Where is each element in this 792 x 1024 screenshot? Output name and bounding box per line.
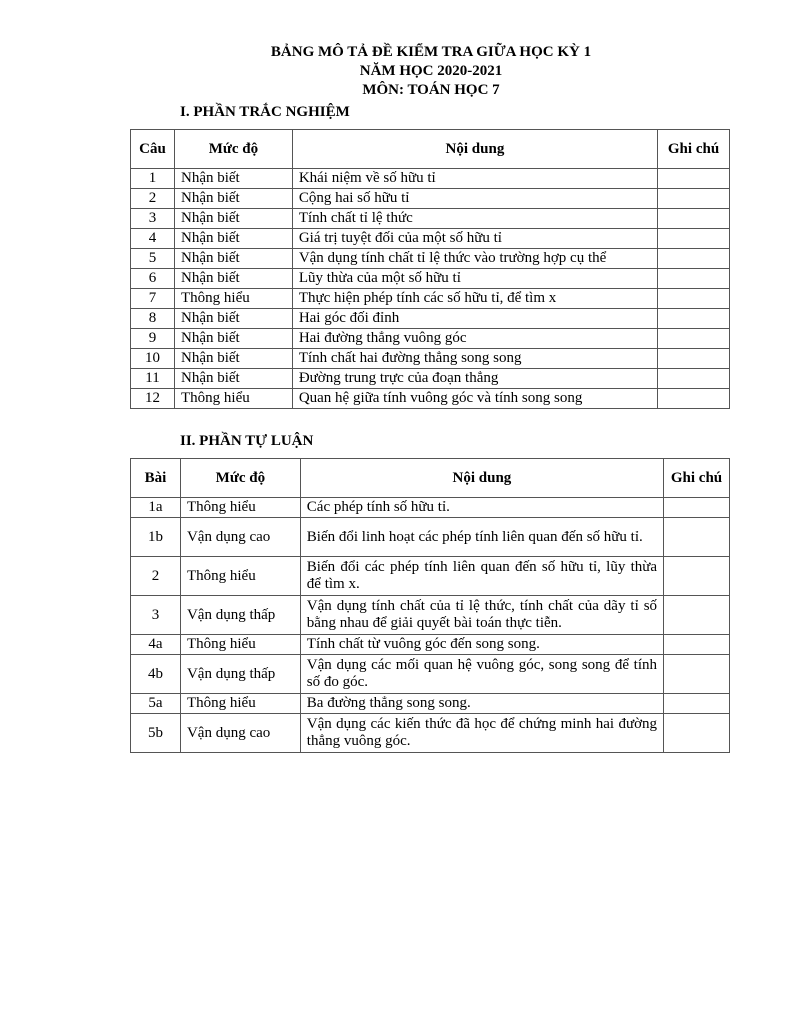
row-note (658, 169, 730, 189)
table-row (131, 369, 730, 389)
row-note (664, 655, 730, 694)
row-content: Ba đường thẳng song song. (300, 694, 663, 714)
column-header-note: Ghi chú (664, 459, 730, 498)
row-content: Biến đổi linh hoạt các phép tính liên quan đến số hữu tỉ. (300, 518, 663, 557)
row-number: 12 (131, 389, 175, 409)
row-level: Vận dụng thấp (180, 596, 300, 635)
table-row (131, 269, 730, 289)
row-content: Tính chất tỉ lệ thức (292, 209, 657, 229)
row-number: 9 (131, 329, 175, 349)
table-row (131, 557, 730, 596)
table-row (131, 518, 730, 557)
row-number: 5b (131, 714, 181, 753)
table-row (131, 389, 730, 409)
row-content: Lũy thừa của một số hữu tỉ (292, 269, 657, 289)
row-level: Nhận biết (174, 189, 292, 209)
column-header-num: Câu (131, 130, 175, 169)
column-header-content: Nội dung (292, 130, 657, 169)
row-content: Đường trung trực của đoạn thẳng (292, 369, 657, 389)
row-note (658, 249, 730, 269)
row-note (664, 518, 730, 557)
table-row (131, 635, 730, 655)
row-number: 8 (131, 309, 175, 329)
row-level: Vận dụng cao (180, 714, 300, 753)
table-row (131, 498, 730, 518)
row-number: 2 (131, 189, 175, 209)
row-note (664, 557, 730, 596)
table-row (131, 596, 730, 635)
row-number: 1a (131, 498, 181, 518)
row-note (658, 189, 730, 209)
row-note (658, 329, 730, 349)
row-note (658, 229, 730, 249)
row-number: 4 (131, 229, 175, 249)
row-content: Khái niệm về số hữu tỉ (292, 169, 657, 189)
row-content: Quan hệ giữa tính vuông góc và tính song song (292, 389, 657, 409)
table-row (131, 714, 730, 753)
table-row (131, 209, 730, 229)
row-level: Nhận biết (174, 369, 292, 389)
row-level: Nhận biết (174, 209, 292, 229)
row-number: 5 (131, 249, 175, 269)
table-row (131, 694, 730, 714)
row-content: Tính chất hai đường thẳng song song (292, 349, 657, 369)
table-row (131, 249, 730, 269)
row-level: Nhận biết (174, 329, 292, 349)
essay-table (130, 458, 730, 753)
column-header-content: Nội dung (300, 459, 663, 498)
row-level: Thông hiểu (174, 389, 292, 409)
row-content: Hai đường thẳng vuông góc (292, 329, 657, 349)
table-row (131, 309, 730, 329)
row-note (658, 269, 730, 289)
multiple-choice-table (130, 129, 730, 409)
row-level: Thông hiểu (180, 498, 300, 518)
row-note (658, 289, 730, 309)
row-note (664, 694, 730, 714)
column-header-level: Mức độ (174, 130, 292, 169)
row-note (664, 635, 730, 655)
column-header-note: Ghi chú (658, 130, 730, 169)
row-content: Biến đổi các phép tính liên quan đến số hữu tỉ, lũy thừa để tìm x. (300, 557, 663, 596)
table-row (131, 229, 730, 249)
header-school-year: NĂM HỌC 2020-2021 (359, 63, 503, 79)
row-level: Thông hiểu (174, 289, 292, 309)
table-row (131, 655, 730, 694)
row-content: Vận dụng tính chất tỉ lệ thức vào trường hợp cụ thể (292, 249, 657, 269)
row-number: 2 (131, 557, 181, 596)
table-row (131, 349, 730, 369)
row-note (658, 389, 730, 409)
row-note (658, 349, 730, 369)
table-row (131, 189, 730, 209)
row-note (664, 596, 730, 635)
row-level: Thông hiểu (180, 635, 300, 655)
row-number: 7 (131, 289, 175, 309)
row-number: 11 (131, 369, 175, 389)
header-subject: MÔN: TOÁN HỌC 7 (362, 82, 500, 98)
row-number: 6 (131, 269, 175, 289)
row-number: 4a (131, 635, 181, 655)
table-header-row (131, 130, 730, 169)
row-level: Nhận biết (174, 229, 292, 249)
row-number: 3 (131, 209, 175, 229)
row-level: Thông hiểu (180, 694, 300, 714)
row-level: Vận dụng thấp (180, 655, 300, 694)
row-content: Thực hiện phép tính các số hữu tỉ, để tìm x (292, 289, 657, 309)
row-level: Nhận biết (174, 249, 292, 269)
column-header-num: Bài (131, 459, 181, 498)
row-level: Nhận biết (174, 169, 292, 189)
row-note (664, 498, 730, 518)
document-header (0, 43, 792, 100)
column-header-level: Mức độ (180, 459, 300, 498)
row-content: Tính chất từ vuông góc đến song song. (300, 635, 663, 655)
row-content: Giá trị tuyệt đối của một số hữu tỉ (292, 229, 657, 249)
row-level: Nhận biết (174, 349, 292, 369)
table-row (131, 169, 730, 189)
row-note (664, 714, 730, 753)
row-content: Vận dụng các kiến thức đã học để chứng minh hai đường thẳng vuông góc. (300, 714, 663, 753)
row-number: 10 (131, 349, 175, 369)
row-content: Vận dụng các mối quan hệ vuông góc, song song để tính số đo góc. (300, 655, 663, 694)
row-content: Hai góc đối đỉnh (292, 309, 657, 329)
section2-title: II. PHẦN TỰ LUẬN (180, 433, 314, 449)
header-title: BẢNG MÔ TẢ ĐỀ KIỂM TRA GIỮA HỌC KỲ 1 (270, 44, 592, 60)
row-number: 5a (131, 694, 181, 714)
row-number: 3 (131, 596, 181, 635)
row-note (658, 309, 730, 329)
row-number: 1 (131, 169, 175, 189)
table-header-row (131, 459, 730, 498)
table-row (131, 289, 730, 309)
row-level: Thông hiểu (180, 557, 300, 596)
section1-title: I. PHẦN TRẮC NGHIỆM (180, 104, 350, 120)
table-row (131, 329, 730, 349)
row-content: Cộng hai số hữu tỉ (292, 189, 657, 209)
row-level: Nhận biết (174, 309, 292, 329)
row-note (658, 369, 730, 389)
row-level: Nhận biết (174, 269, 292, 289)
row-level: Vận dụng cao (180, 518, 300, 557)
row-note (658, 209, 730, 229)
row-content: Vận dụng tính chất của tỉ lệ thức, tính chất của dãy tỉ số bằng nhau để giải quyết bài toán thực tiễn. (300, 596, 663, 635)
row-number: 4b (131, 655, 181, 694)
row-content: Các phép tính số hữu tỉ. (300, 498, 663, 518)
row-number: 1b (131, 518, 181, 557)
